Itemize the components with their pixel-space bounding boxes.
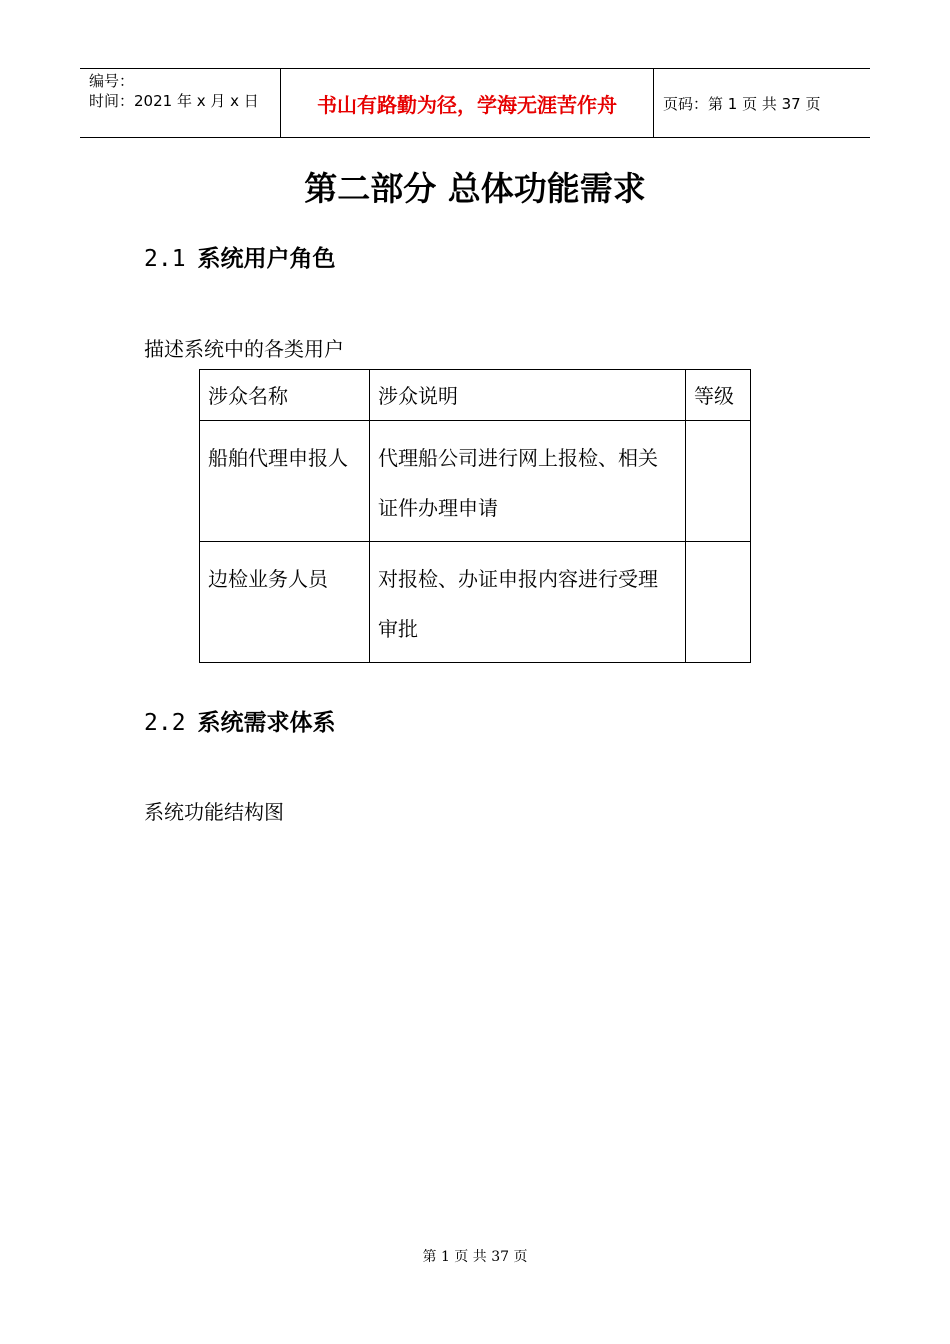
table-cell: 代理船公司进行网上报检、相关证件办理申请 bbox=[370, 421, 686, 542]
section-heading-2-2 bbox=[144, 704, 336, 737]
header-page-info bbox=[654, 69, 870, 137]
section-number: 2.2 bbox=[144, 710, 186, 736]
user-roles-table bbox=[199, 369, 751, 663]
section-2-intro: 系统功能结构图 bbox=[144, 800, 284, 824]
table-row bbox=[200, 542, 751, 663]
table-cell bbox=[686, 542, 751, 663]
header-motto: 书山有路勤为径，学海无涯苦作舟 bbox=[317, 92, 617, 117]
document-time-label: 时间：2021 年 x 月 x 日 bbox=[89, 92, 259, 110]
table-header-row bbox=[200, 370, 751, 421]
section-number: 2.1 bbox=[144, 246, 186, 272]
section-title: 系统需求体系 bbox=[197, 709, 336, 736]
table-header-cell: 涉众名称 bbox=[200, 370, 370, 421]
table-row bbox=[200, 421, 751, 542]
document-title: 第二部分 总体功能需求 bbox=[304, 169, 646, 208]
header-meta bbox=[80, 69, 281, 137]
table-cell: 船舶代理申报人 bbox=[200, 421, 370, 542]
document-number-label: 编号： bbox=[89, 72, 135, 90]
page-header bbox=[80, 68, 870, 138]
table-cell bbox=[686, 421, 751, 542]
section-heading-2-1 bbox=[144, 240, 336, 273]
header-page-number: 页码：第 1 页 共 37 页 bbox=[663, 94, 821, 113]
section-1-intro: 描述系统中的各类用户 bbox=[144, 337, 344, 361]
table-header-cell: 等级 bbox=[686, 370, 751, 421]
table-cell: 对报检、办证申报内容进行受理审批 bbox=[370, 542, 686, 663]
table-cell: 边检业务人员 bbox=[200, 542, 370, 663]
page-footer: 第 1 页 共 37 页 bbox=[422, 1249, 528, 1265]
header-motto-cell bbox=[281, 69, 654, 137]
table-header-cell: 涉众说明 bbox=[370, 370, 686, 421]
section-title: 系统用户角色 bbox=[197, 245, 336, 272]
